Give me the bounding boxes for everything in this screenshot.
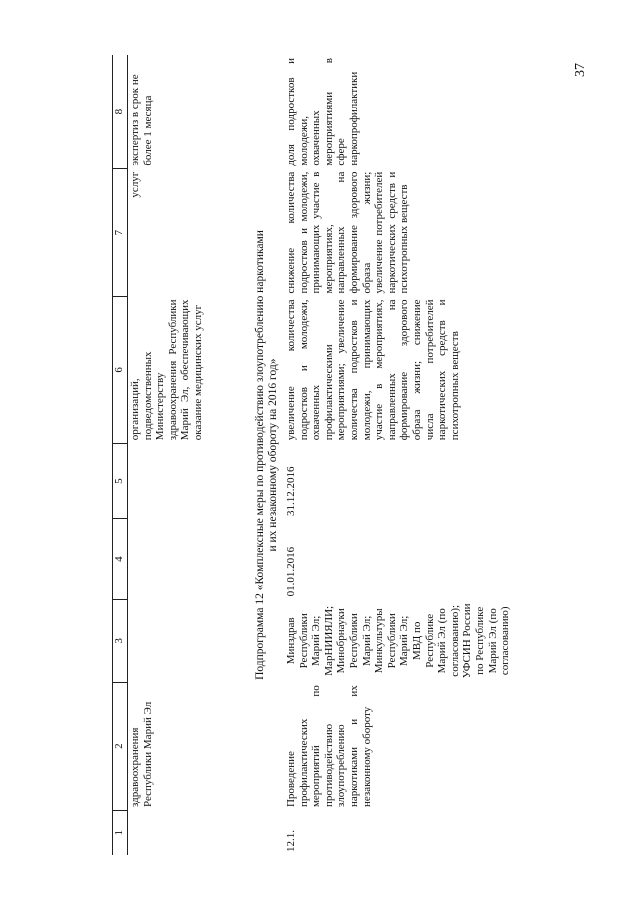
- cell-num: 12.1.: [285, 830, 297, 852]
- rotated-table-area: [112, 55, 582, 855]
- program-table: [112, 55, 513, 855]
- col-header: 2: [113, 682, 128, 810]
- table-row: [128, 55, 249, 855]
- cell-consequences: услуг: [129, 171, 141, 198]
- table-row: [284, 55, 513, 855]
- cell-name: Проведение профилактических мероприятий по противодействию злоупотреблению наркотиками и их незаконному обороту: [285, 685, 373, 808]
- cell-executors: Минздрав Республики Марий Эл; МарНИИЯЛИ; Минобрнауки Республики Марий Эл; Минкультуры Республики Марий Эл; МВД по Республике Марий Эл (по согласованию); УФСИН России по Республике Марий Эл (по согласованию): [285, 603, 512, 679]
- col-header: 7: [113, 169, 128, 297]
- cell-result: увеличение количества подростков и молодежи, охваченных профилактическими мероприятиями; увеличение количества подростков и молодежи, принимающих участие в мероприятиях, направленных на формирование здорового образа жизни; снижение числа потребителей наркотических средств и психотропных веществ: [285, 299, 461, 441]
- subprogram-title: [248, 55, 284, 855]
- cell-end: [128, 443, 249, 519]
- col-header: 4: [113, 519, 128, 599]
- column-number-row: [113, 55, 128, 855]
- col-header: 3: [113, 599, 128, 682]
- col-header: 1: [113, 810, 128, 855]
- cell-name: здравоохранения Республики Марий Эл: [129, 701, 154, 808]
- cell-indicator: доля подростков и молодежи, охваченных мероприятиями в сфере наркопрофилактики: [285, 58, 360, 166]
- cell-start: 01.01.2016: [285, 546, 297, 597]
- cell-start: [128, 519, 249, 599]
- cell-consequences: снижение количества подростков и молодежи, принимающих участие в мероприятиях, направленных на формирование здорового образа жизни; увеличение потребителей наркотических средств и психотропных веществ: [285, 171, 411, 294]
- col-header: 6: [113, 296, 128, 443]
- subprogram-title-line: Подпрограмма 12 «Комплексные меры по противодействию злоупотреблению наркотиками: [254, 230, 266, 680]
- subprogram-title-row: [248, 55, 284, 855]
- cell-result: организаций, подведомственных Министерству здравоохранения Республики Марий Эл, обеспечивающих оказание медицинских услуг: [129, 299, 204, 441]
- page-number-text: 37: [573, 63, 588, 77]
- cell-end: 31.12.2016: [285, 466, 297, 516]
- col-header: 8: [113, 55, 128, 169]
- col-header: 5: [113, 443, 128, 519]
- cell-indicator: экспертиз в срок не более 1 месяца: [129, 74, 154, 166]
- subprogram-title-line: и их незаконному обороту на 2016 год»: [267, 358, 279, 552]
- cell-num: [128, 810, 249, 855]
- cell-executors: [128, 599, 249, 682]
